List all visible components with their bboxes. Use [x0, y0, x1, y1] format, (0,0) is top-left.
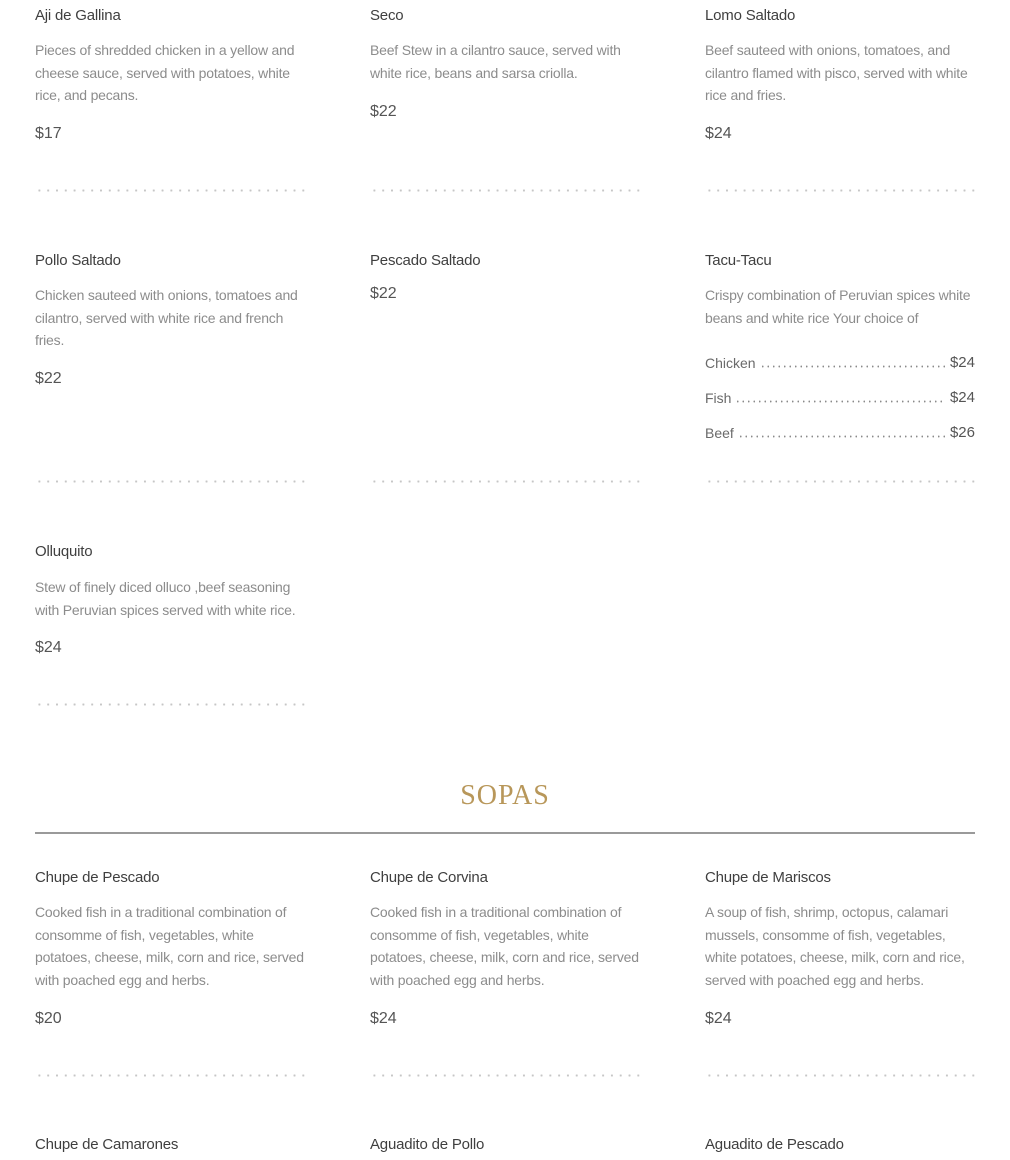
item-price: $20	[35, 1010, 62, 1027]
section-title-sopas: SOPAS	[460, 780, 550, 811]
dotted-divider	[35, 480, 305, 483]
option-row-chicken	[705, 354, 975, 371]
item-price: $24	[705, 1010, 732, 1027]
dotted-divider	[370, 189, 640, 192]
item-price: $22	[35, 370, 62, 387]
item-name: Lomo Saltado	[705, 7, 796, 24]
item-name: Pescado Saltado	[370, 252, 481, 269]
dotted-divider	[705, 480, 975, 483]
item-description: Crispy combination of Peruvian spices white beans and white rice Your choice of	[705, 287, 971, 326]
option-price: $26	[949, 424, 975, 441]
option-label: Fish	[705, 390, 732, 406]
item-name: Pollo Saltado	[35, 252, 121, 269]
item-description: Cooked fish in a traditional combination of consomme of fish, vegetables, white potatoes, cheese, milk, corn and rice, served with poached egg and herbs.	[370, 904, 639, 988]
option-label: Beef	[705, 425, 734, 441]
item-description: A soup of fish, shrimp, octopus, calamari mussels, consomme of fish, vegetables, white potatoes, cheese, milk, corn and rice, served with poached egg and herbs.	[705, 904, 965, 988]
item-name: Chupe de Pescado	[35, 869, 160, 886]
leader-dots	[738, 435, 946, 438]
menu-item-chupe-de-camarones: Chupe de Camarones	[35, 1136, 179, 1153]
item-name: Olluquito	[35, 543, 93, 560]
item-price: $24	[35, 639, 62, 656]
option-row-beef	[705, 424, 975, 441]
dotted-divider	[35, 703, 305, 706]
leader-dots	[760, 365, 946, 368]
item-description: Beef sauteed with onions, tomatoes, and cilantro flamed with pisco, served with white rice and fries.	[705, 42, 968, 103]
item-price: $17	[35, 125, 62, 142]
item-name: Chupe de Mariscos	[705, 869, 831, 886]
item-description: Pieces of shredded chicken in a yellow and cheese sauce, served with potatoes, white rice, and pecans.	[35, 42, 295, 103]
item-description: Chicken sauteed with onions, tomatoes and cilantro, served with white rice and french fries.	[35, 287, 298, 348]
menu-item-aguadito-de-pescado: Aguadito de Pescado	[705, 1136, 844, 1153]
item-description: Cooked fish in a traditional combination of consomme of fish, vegetables, white potatoes, cheese, milk, corn and rice, served with poached egg and herbs.	[35, 904, 304, 988]
dotted-divider	[370, 1074, 640, 1077]
item-name: Aji de Gallina	[35, 7, 121, 24]
dotted-divider	[35, 1074, 305, 1077]
item-price: $24	[705, 125, 732, 142]
option-label: Chicken	[705, 355, 756, 371]
section-rule	[35, 832, 975, 834]
item-name: Chupe de Corvina	[370, 869, 488, 886]
item-name: Tacu-Tacu	[705, 252, 772, 269]
menu-item-aguadito-de-pollo: Aguadito de Pollo	[370, 1136, 485, 1153]
item-price: $22	[370, 103, 397, 120]
leader-dots	[735, 400, 946, 403]
option-price: $24	[949, 389, 975, 406]
dotted-divider	[705, 189, 975, 192]
dotted-divider	[705, 1074, 975, 1077]
dotted-divider	[370, 480, 640, 483]
item-price: $22	[370, 285, 397, 302]
item-description: Beef Stew in a cilantro sauce, served with white rice, beans and sarsa criolla.	[370, 42, 621, 81]
dotted-divider	[35, 189, 305, 192]
item-description: Stew of finely diced olluco ,beef seasoning with Peruvian spices served with white rice.	[35, 579, 296, 618]
option-price: $24	[949, 354, 975, 371]
option-row-fish	[705, 389, 975, 406]
item-price: $24	[370, 1010, 397, 1027]
item-name: Seco	[370, 7, 404, 24]
